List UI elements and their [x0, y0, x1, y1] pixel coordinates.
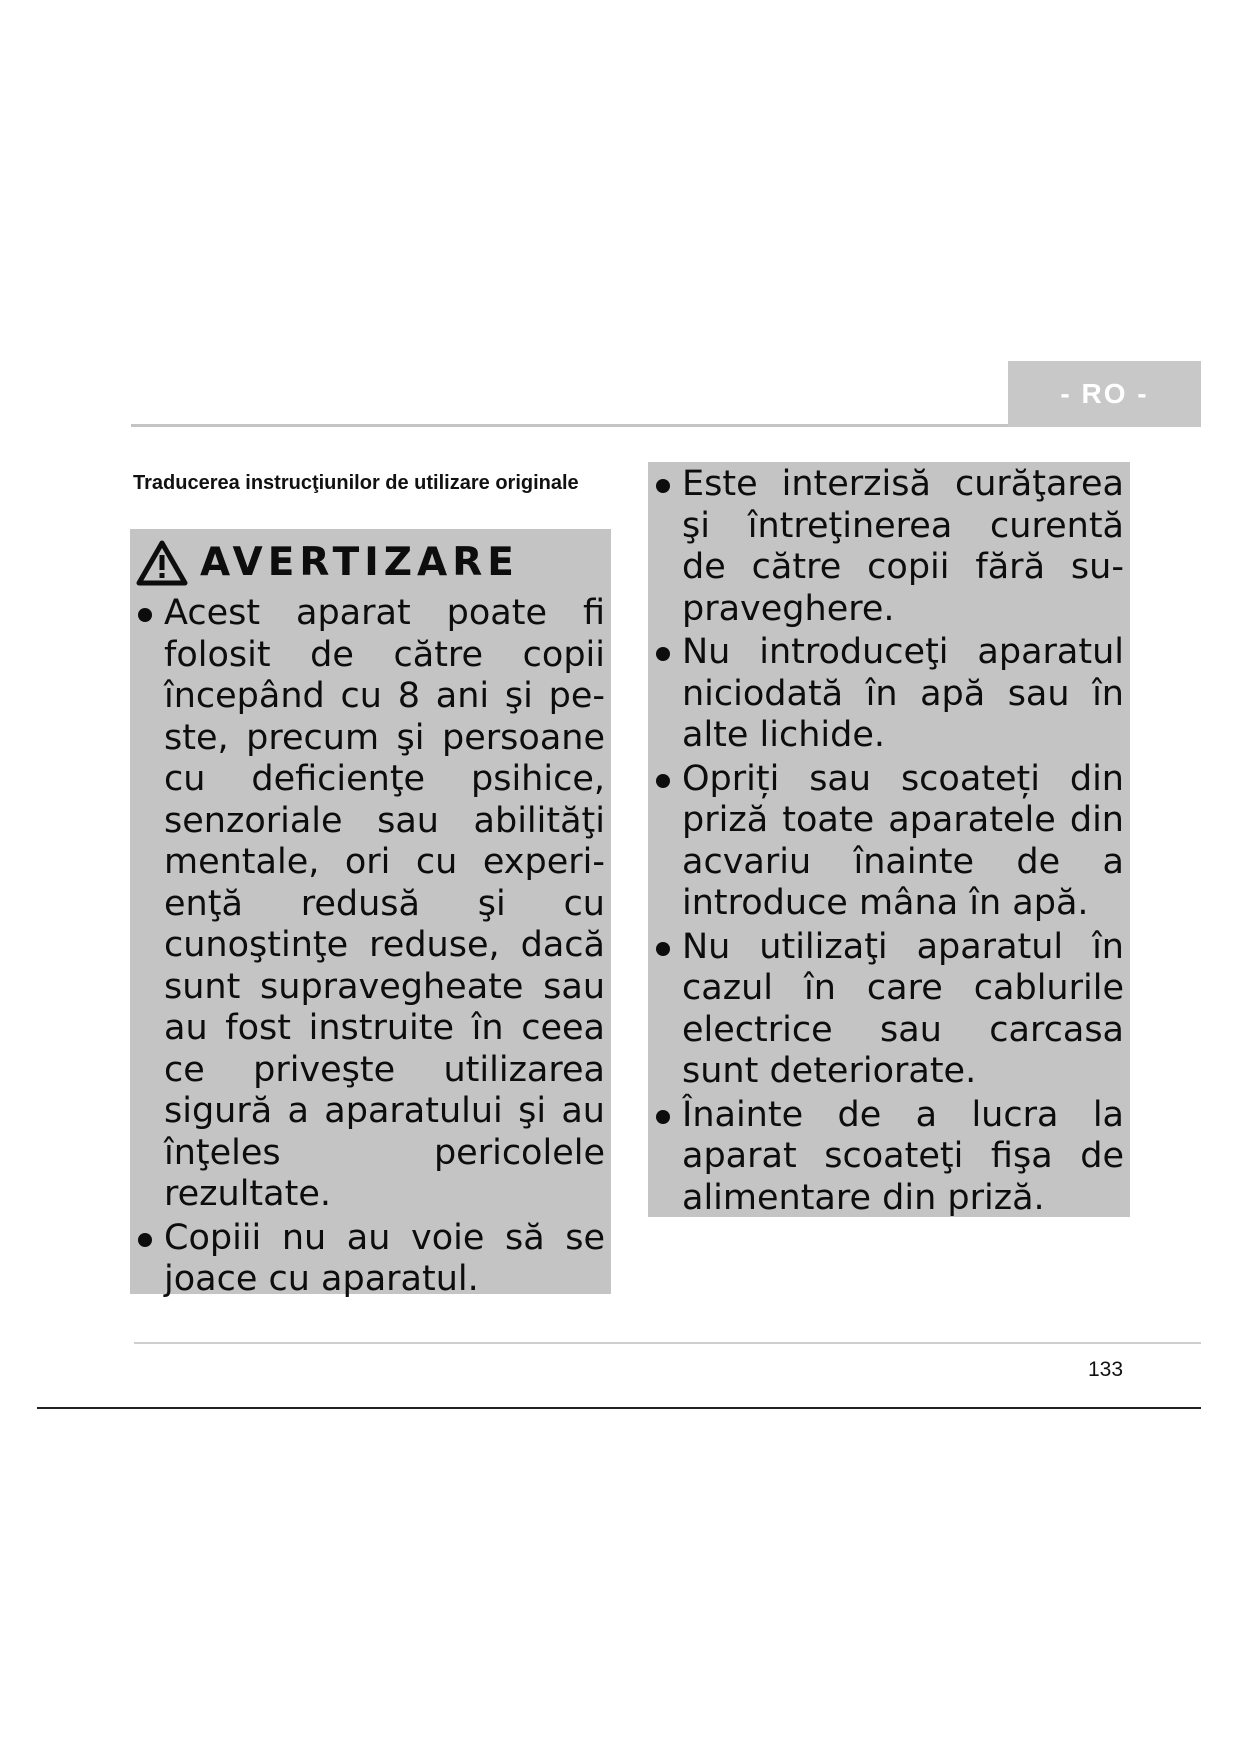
list-item: Nu utilizaţi aparatul în cazul în care cablurile electrice sau carcasa sunt deteriorate. — [654, 927, 1124, 1093]
warning-title: AVERTIZARE — [200, 540, 519, 586]
footer-divider — [134, 1342, 1201, 1344]
warning-header — [136, 535, 605, 591]
header-divider — [131, 424, 1008, 427]
list-item: Copiii nu au voie să se joace cu aparatul. — [136, 1218, 605, 1301]
warning-list-left — [136, 593, 605, 1301]
warning-box-right — [648, 462, 1130, 1217]
list-item: Opriți sau scoateți din priză toate aparatele din acvariu înainte de a introduce mâna în apă. — [654, 759, 1124, 925]
list-item: Este interzisă curăţarea şi întreţinerea curentă de către copii fără supraveghere. — [654, 464, 1124, 630]
list-item: Nu introduceţi aparatul niciodată în apă sau în alte lichide. — [654, 632, 1124, 757]
warning-triangle-icon — [136, 540, 188, 586]
list-item: Acest aparat poate fi folosit de către copii începând cu 8 ani şi peste, precum şi persoane cu deficienţe psihice, senzoriale sau abilităţi mentale, ori cu experienţă redusă şi cu cunoştinţe reduse, dacă sunt supravegheate sau au fost instruite în ceea ce priveşte utilizarea sigură a aparatului şi au înţeles pericolele rezultate. — [136, 593, 605, 1216]
page-number: 133 — [1088, 1358, 1124, 1381]
page-bottom-rule — [37, 1407, 1201, 1409]
language-tab: - RO - — [1008, 361, 1201, 427]
warning-list-right — [654, 464, 1124, 1219]
document-subtitle: Traducerea instrucţiunilor de utilizare originale — [133, 472, 579, 494]
warning-box-left — [130, 529, 611, 1299]
list-item: Înainte de a lucra la aparat scoateţi fişa de alimentare din priză. — [654, 1095, 1124, 1220]
